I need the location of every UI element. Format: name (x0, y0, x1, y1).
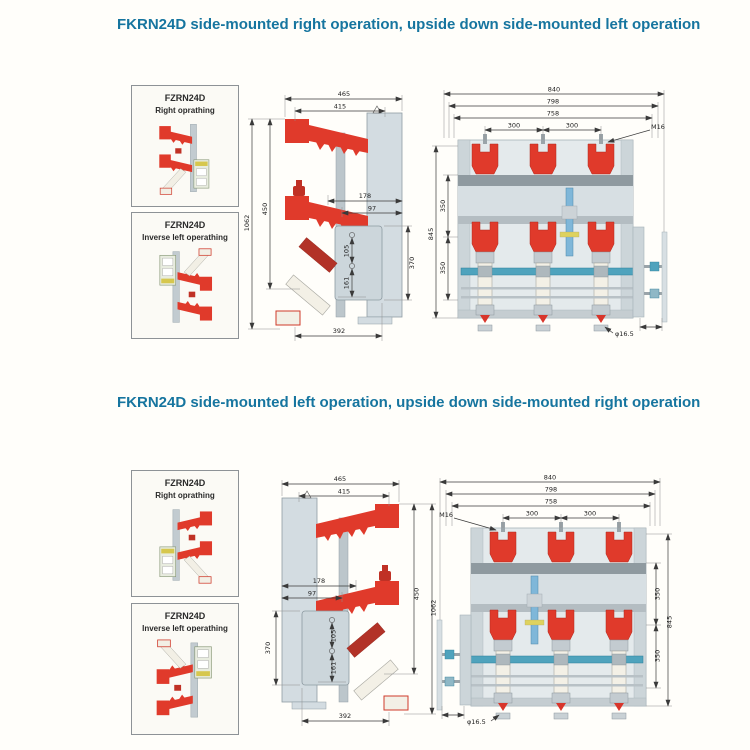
dim-width-inner (454, 110, 652, 139)
svg-text:105: 105 (329, 629, 338, 643)
svg-text:300: 300 (507, 121, 521, 130)
dim-pole-pitch (485, 122, 601, 141)
label-bolt (608, 123, 665, 142)
side-view-right-operation (240, 83, 444, 349)
svg-text:758: 758 (544, 497, 558, 506)
svg-text:300: 300 (565, 121, 579, 130)
svg-text:392: 392 (338, 712, 352, 720)
panel-caption-label: Right oprathing (155, 491, 215, 500)
mini-switch-art-inverted (160, 249, 212, 323)
svg-text:798: 798 (544, 485, 558, 494)
side-view-art-mirrored (282, 491, 408, 710)
svg-text:450: 450 (412, 587, 421, 601)
svg-text:M16: M16 (651, 123, 665, 131)
dim-height-upper (646, 563, 662, 625)
svg-text:178: 178 (358, 192, 372, 200)
panel-caption-label: Right oprathing (155, 106, 215, 115)
panel-caption-label: Inverse left operathing (142, 624, 228, 633)
dim-mech-foot (442, 706, 464, 719)
svg-text:840: 840 (547, 85, 561, 94)
svg-text:840: 840 (543, 473, 557, 482)
section2-title: FKRN24D side-mounted left operation, upside down side-mounted right operation (117, 394, 701, 411)
svg-text:1062: 1062 (429, 599, 438, 617)
svg-text:415: 415 (333, 102, 347, 111)
front-view-art-mirrored (437, 522, 646, 719)
svg-text:1062: 1062 (243, 214, 251, 232)
dim-height-total (427, 146, 458, 318)
dim-height-total (243, 119, 280, 329)
svg-text:350: 350 (653, 649, 662, 663)
svg-text:465: 465 (337, 90, 351, 98)
product-photo-right-operation-mirrored (150, 504, 220, 586)
svg-text:450: 450 (261, 202, 269, 216)
mini-switch-art-inverted-mirrored (157, 640, 212, 717)
svg-text:798: 798 (546, 97, 560, 106)
svg-text:300: 300 (583, 509, 597, 518)
product-photo-inverse-left-operation-mirrored (150, 637, 220, 723)
svg-text:350: 350 (653, 587, 662, 601)
product-photo-right-operation (150, 119, 220, 197)
svg-text:758: 758 (546, 109, 560, 118)
dim-height-lower (439, 237, 458, 300)
label-hole-diameter (605, 327, 634, 338)
svg-text:350: 350 (439, 261, 447, 275)
label-bolt (439, 511, 496, 530)
front-view-left-operation (428, 470, 676, 732)
side-view-art (276, 106, 402, 325)
mini-switch-art (159, 124, 209, 194)
dim-pole-pitch (503, 510, 619, 529)
svg-text:370: 370 (264, 641, 272, 655)
svg-text:415: 415 (337, 487, 351, 496)
dim-width-inner (452, 498, 650, 527)
svg-text:392: 392 (332, 327, 346, 335)
product-photo-inverse-left-operation (150, 246, 220, 328)
svg-text:M16: M16 (439, 511, 453, 519)
dim-height-total (646, 534, 674, 706)
svg-text:300: 300 (525, 509, 539, 518)
product-panel-s2-inverse (131, 603, 239, 735)
dim-height-lower (646, 625, 662, 688)
svg-text:φ16.5: φ16.5 (467, 718, 486, 726)
svg-text:370: 370 (408, 256, 416, 270)
panel-model-label: FZRN24D (164, 220, 206, 230)
svg-text:105: 105 (342, 244, 351, 258)
product-panel-s1-right (131, 85, 239, 207)
mini-switch-art-mirrored (160, 510, 212, 584)
product-panel-s2-right (131, 470, 239, 597)
panel-model-label: FZRN24D (164, 93, 206, 103)
svg-text:845: 845 (427, 227, 435, 241)
svg-text:97: 97 (307, 589, 317, 598)
svg-text:350: 350 (439, 199, 447, 213)
section1-title: FKRN24D side-mounted right operation, upside down side-mounted left operation (117, 16, 701, 33)
svg-text:178: 178 (312, 577, 326, 585)
svg-text:97: 97 (367, 204, 377, 213)
panel-model-label: FZRN24D (164, 478, 206, 488)
svg-text:161: 161 (329, 661, 338, 675)
dim-height-upper (439, 175, 458, 237)
label-hole-diameter (467, 715, 499, 726)
dim-mech-foot (640, 318, 662, 331)
svg-text:845: 845 (665, 615, 674, 629)
side-view-left-operation (240, 468, 444, 734)
svg-text:161: 161 (342, 276, 351, 290)
svg-text:φ16.5: φ16.5 (615, 330, 634, 338)
svg-text:465: 465 (333, 475, 347, 483)
front-view-art (458, 134, 667, 331)
front-view-right-operation (428, 82, 676, 344)
panel-caption-label: Inverse left operathing (142, 233, 228, 242)
product-panel-s1-inverse (131, 212, 239, 339)
panel-model-label: FZRN24D (164, 611, 206, 621)
